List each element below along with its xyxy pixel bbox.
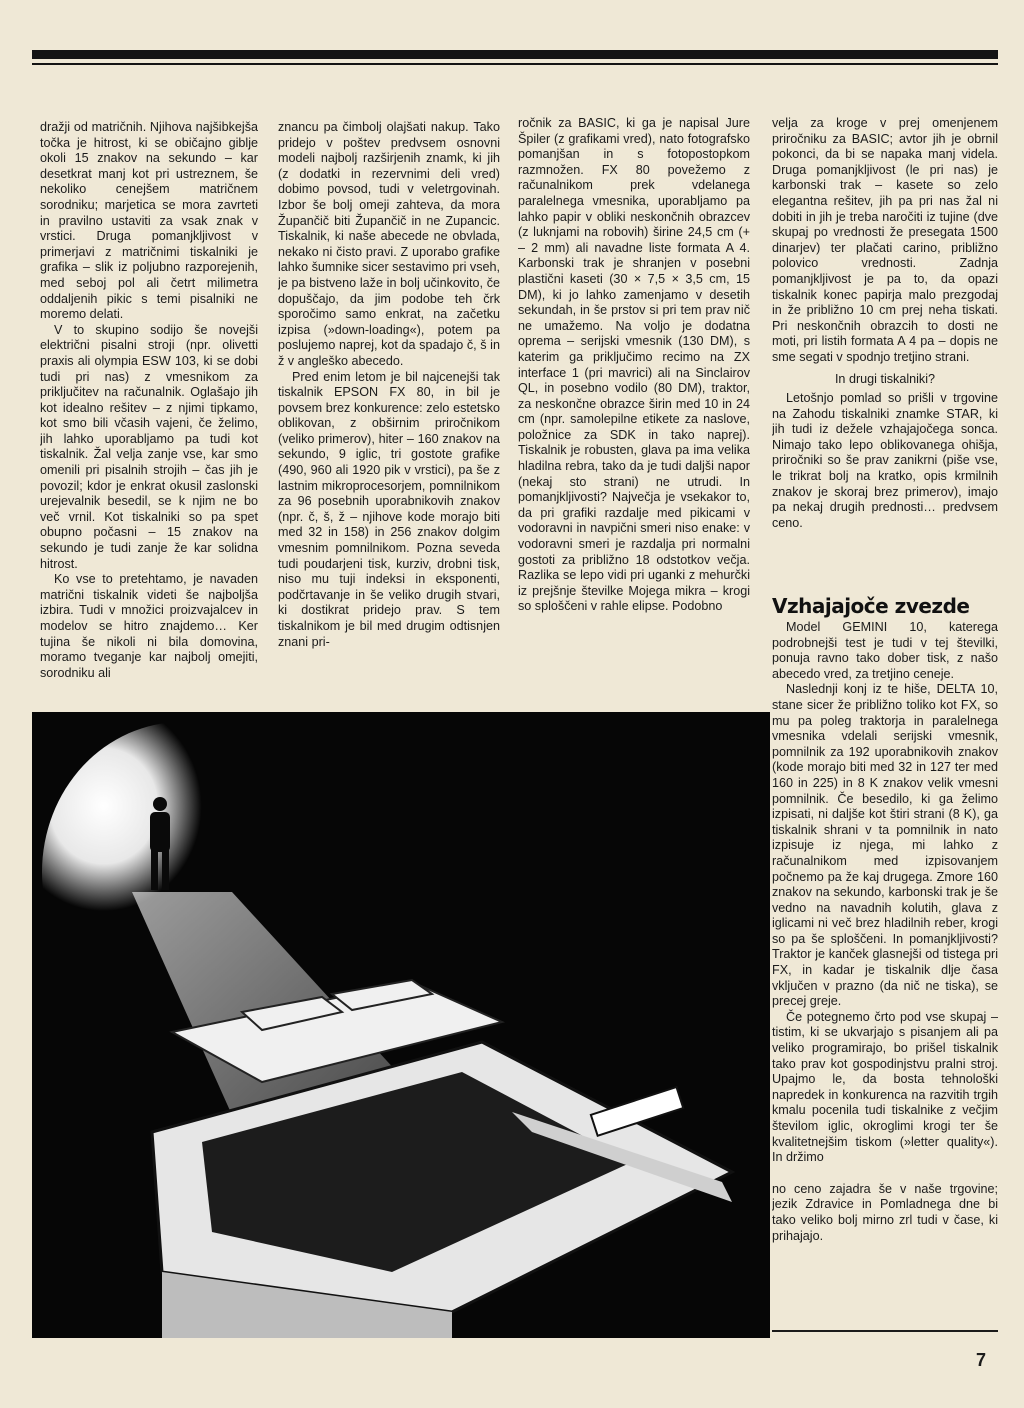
top-rule <box>32 50 998 59</box>
column-1 <box>40 120 258 698</box>
paragraph: dražji od matričnih. Njihova najšibkejša točka je hitrost, ki se običajno giblje okoli 15 znakov na sekundo – kar desetkrat manj kot pri ustreznem, še nekoliko cenejšem matričnem sorodniku; marjetica se mora zavrteti in pravilno ustaviti za vsak znak v vrstici. Druga pomanjkljivost v primerjavi z matričnimi tiskalniki je grafika – slik iz poljubno razporejenih, med seboj pol ali četrt milimetra oddaljenih pikic s temi pisalniki ne moremo delati. <box>40 120 258 322</box>
column-4-top <box>772 116 998 586</box>
column-3 <box>518 116 750 698</box>
printer-illustration <box>32 712 770 1338</box>
printer-photo <box>32 712 770 1338</box>
column-4-bottom <box>772 620 998 1320</box>
paragraph: ročnik za BASIC, ki ga je napisal Jure Špiler (z grafikami vred), nato fotografsko pomanjšan in s fotopostopkom razmnožen. FX 80 povežemo z računalnikom prek vdelanega paralelnega vmesnika, uporabljamo pa lahko papir v obliki neskončnih obrazcev (z luknjami na robovih) širine 24,5 cm (+ – 2 mm) ali navadne liste formata A 4. Karbonski trak je shranjen v posebni plastični kaseti (30 × 7,5 × 3,5 cm, 15 DM), ki jo lahko zamenjamo v desetih sekundah, in še prstov si pri tem prav nič ne umažemo. Na voljo je dodatna oprema – serijski vmesnik (130 DM), s katerim ga priključimo recimo na ZX interface 1 (pri mavrici) ali na Sinclairov QL, in posebno vodilo (80 DM), traktor, za neskončne obrazce širin med 10 in 24 cm (npr. samolepilne etikete za naslove, položnice za SDK in tako naprej). Tiskalnik je robusten, glava pa ima velika hladilna rebra, tako da je tudi daljši napor (nekaj sto strani) ne utrudi. In pomanjkljivosti? Največja je vsekakor to, da pri grafiki razdalje med pikicami v vodoravni in navpični smeri niso enake: v vodoravni smeri je razdalja pri normalni gostoti za približno 18 odstotkov večja. Razlika se lepo vidi pri uganki z mehurčki iz prejšnje številke Mojega mikra – krogi so sploščeni v rahle elipse. Podobno <box>518 116 750 614</box>
paragraph: znancu pa čimbolj olajšati nakup. Tako pridejo v poštev predvsem osnovni modeli najbolj razširjenih znamk, ki jih (z dodatki in rezervnimi deli vred) dobimo povsod, tudi v veletrgovinah. Izbor še bolj omeji zahteva, da mora Župančič biti Župančič in ne Zupancic. Tiskalnik, ki naše abecede ne obvlada, nekako ni čisto pravi. Z uporabo grafike lahko šumnike sicer sestavimo pri vseh, je pa bistveno laže in bolj učinkovito, če dopuščajo, da jim podobe teh črk sporočimo samo enkrat, na začetku izpisa (»down-loading«), potem pa poslujemo naprej, kot da spadajo č, š in ž v angleško abecedo. <box>278 120 500 368</box>
section-heading: Vzhajajoče zvezde <box>772 594 970 618</box>
paragraph: Letošnjo pomlad so prišli v trgovine na Zahodu tiskalniki znamke STAR, ki jih tudi iz dežele vzhajajočega sonca. Nimajo tako lepo oblikovanega ohišja, priročniki so še prav zanikrni (piše vse, le trikrat bolj na kratko, opis krmilnih znakov je skoraj brez primerov), imajo pa nekaj drugih prednosti… predvsem ceno. <box>772 391 998 530</box>
column-2 <box>278 120 500 698</box>
paragraph: Model GEMINI 10, katerega podrobnejši test je tudi v tej številki, ponuja ravno tako dober tisk, z našo abecedo vred, za tretjino ceneje. <box>772 620 998 681</box>
paragraph: Naslednji konj iz te hiše, DELTA 10, stane sicer že približno toliko kot FX, so mu pa poleg traktorja in paralelnega vmesnika vdelali serijski vmesnik, pomnilnik za 192 uporabnikovih znakov (kode morajo biti med 32 in 127 ter med 160 in 225) in 8 K znakov velik vmesni pomnilnik. Če besedilo, ki ga želimo izpisati, ni daljše kot štiri strani (8 K), ga tiskalnik shrani v ta pomnilnik in nato izpisuje iz njega, mi lahko z računalnikom med izpisovanjem počnemo pa že kaj drugega. Zmore 160 znakov na sekundo, karbonski trak je še vedno na navadnih kolutih, glava z iglicami ni več brez hladilnih reber, krogi so pa še sploščeni. In pomanjkljivosti? Traktor je kanček glasnejši od tistega pri FX, in kadar je tiskalnik dlje časa vključen v prazno (da nič ne tiska), se precej greje. <box>772 682 998 1009</box>
paragraph: V to skupino sodijo še novejši električni pisalni stroji (npr. olivetti praxis ali olympia ESW 103, ki se dobi tudi pri nas) z vmesnikom za priključitev na računalnik. Oglašajo jih kot idealno rešitev – z njimi tipkamo, kot smo bili včasih vajeni, če želimo, jih lahko uporabljamo pa tudi kot tiskalnik. Žal velja zanje vse, kar smo omenili pri pisalnih strojih – čas jih je povozil; kdor je enkrat okusil zaslonski urejevalnik besedil, se k njim ne bo več vrnil. Kot tiskalniki so pa spet obupno počasni – 15 znakov na sekundo je tudi zanje že kar solidna hitrost. <box>40 322 258 571</box>
paragraph: no ceno zajadra še v naše trgovine; jezik Zdravice in Pomladnega dne bi tako veliko bolj mirno zrl tudi v čase, ki prihajajo. <box>772 1181 998 1243</box>
bottom-rule <box>772 1330 998 1332</box>
paragraph: Če potegnemo črto pod vse skupaj – tistim, ki se ukvarjajo s pisanjem ali pa veliko programirajo, bo prišel tiskalnik tako prav kot gospodinjstvu pralni stroj. Upajmo le, da bosta tehnološki napredek in konkurenca na razvitih trgih kmalu pocenila tudi tiskalnike z večjim številom iglic, okroglimi krogi ter še kvalitetnejšim tiskom (»letter quality«). In držimo <box>772 1009 998 1165</box>
paragraph: Pred enim letom je bil najcenejši tak tiskalnik EPSON FX 80, in bil je povsem brez konkurence: zelo estetsko oblikovan, z obširnim priročnikom (veliko primerov), hiter – 160 znakov na sekundo, 9 iglic, tri gostote grafike (490, 960 ali 1920 pik v vrstici), pa še z lastnim mikroprocesorjem, pomnilnikom za 96 posebnih uporabnikovih znakov (npr. č, š, ž – njihove kode morajo biti med 32 in 158) in 256 znakov dolgim vmesnim pomnilnikom. Pozna seveda tudi poudarjeni tisk, kurziv, drobni tisk, niso mu tuji indeksi in eksponenti, podčrtavanje in še veliko drugih stvari, ki dostikrat pridejo prav. S tem tiskalnikom je bil med drugim odtisnjen znani pri- <box>278 369 500 649</box>
top-rule-thin <box>32 63 998 65</box>
subheading-question: In drugi tiskalniki? <box>834 371 936 386</box>
paragraph: Ko vse to pretehtamo, je navaden matrični tiskalnik videti še najboljša izbira. Tudi v množici proizvajalcev in modelov se hitro znajdemo… Ker tujina še nikoli ni bila domovina, moramo tveganje kar najbolj omejiti, sorodniku ali <box>40 572 258 680</box>
page-number: 7 <box>976 1350 987 1370</box>
paragraph: velja za kroge v prej omenjenem priročniku za BASIC; avtor jih je obrnil pokonci, da bi se napaka manj videla. Druga pomanjkljivost (le pri nas) je karbonski trak – kasete so zelo elegantna rešitev, jih pa pri nas žal ni dobiti in jih je treba naročiti iz tujine (dve skupaj po vrednosti že presegata 1500 dinarjev) ter plačati carino, približno polovico vrednosti. Zadnja pomanjkljivost je pa to, da opazi tiskalnik konec papirja malo prezgodaj in že približno 10 cm prej neha tiskati. Pri neskončnih obrazcih to dosti ne moti, pri listih formata A 4 pa – dopis ne sme segati v spodnjo tretjino strani. <box>772 116 998 364</box>
